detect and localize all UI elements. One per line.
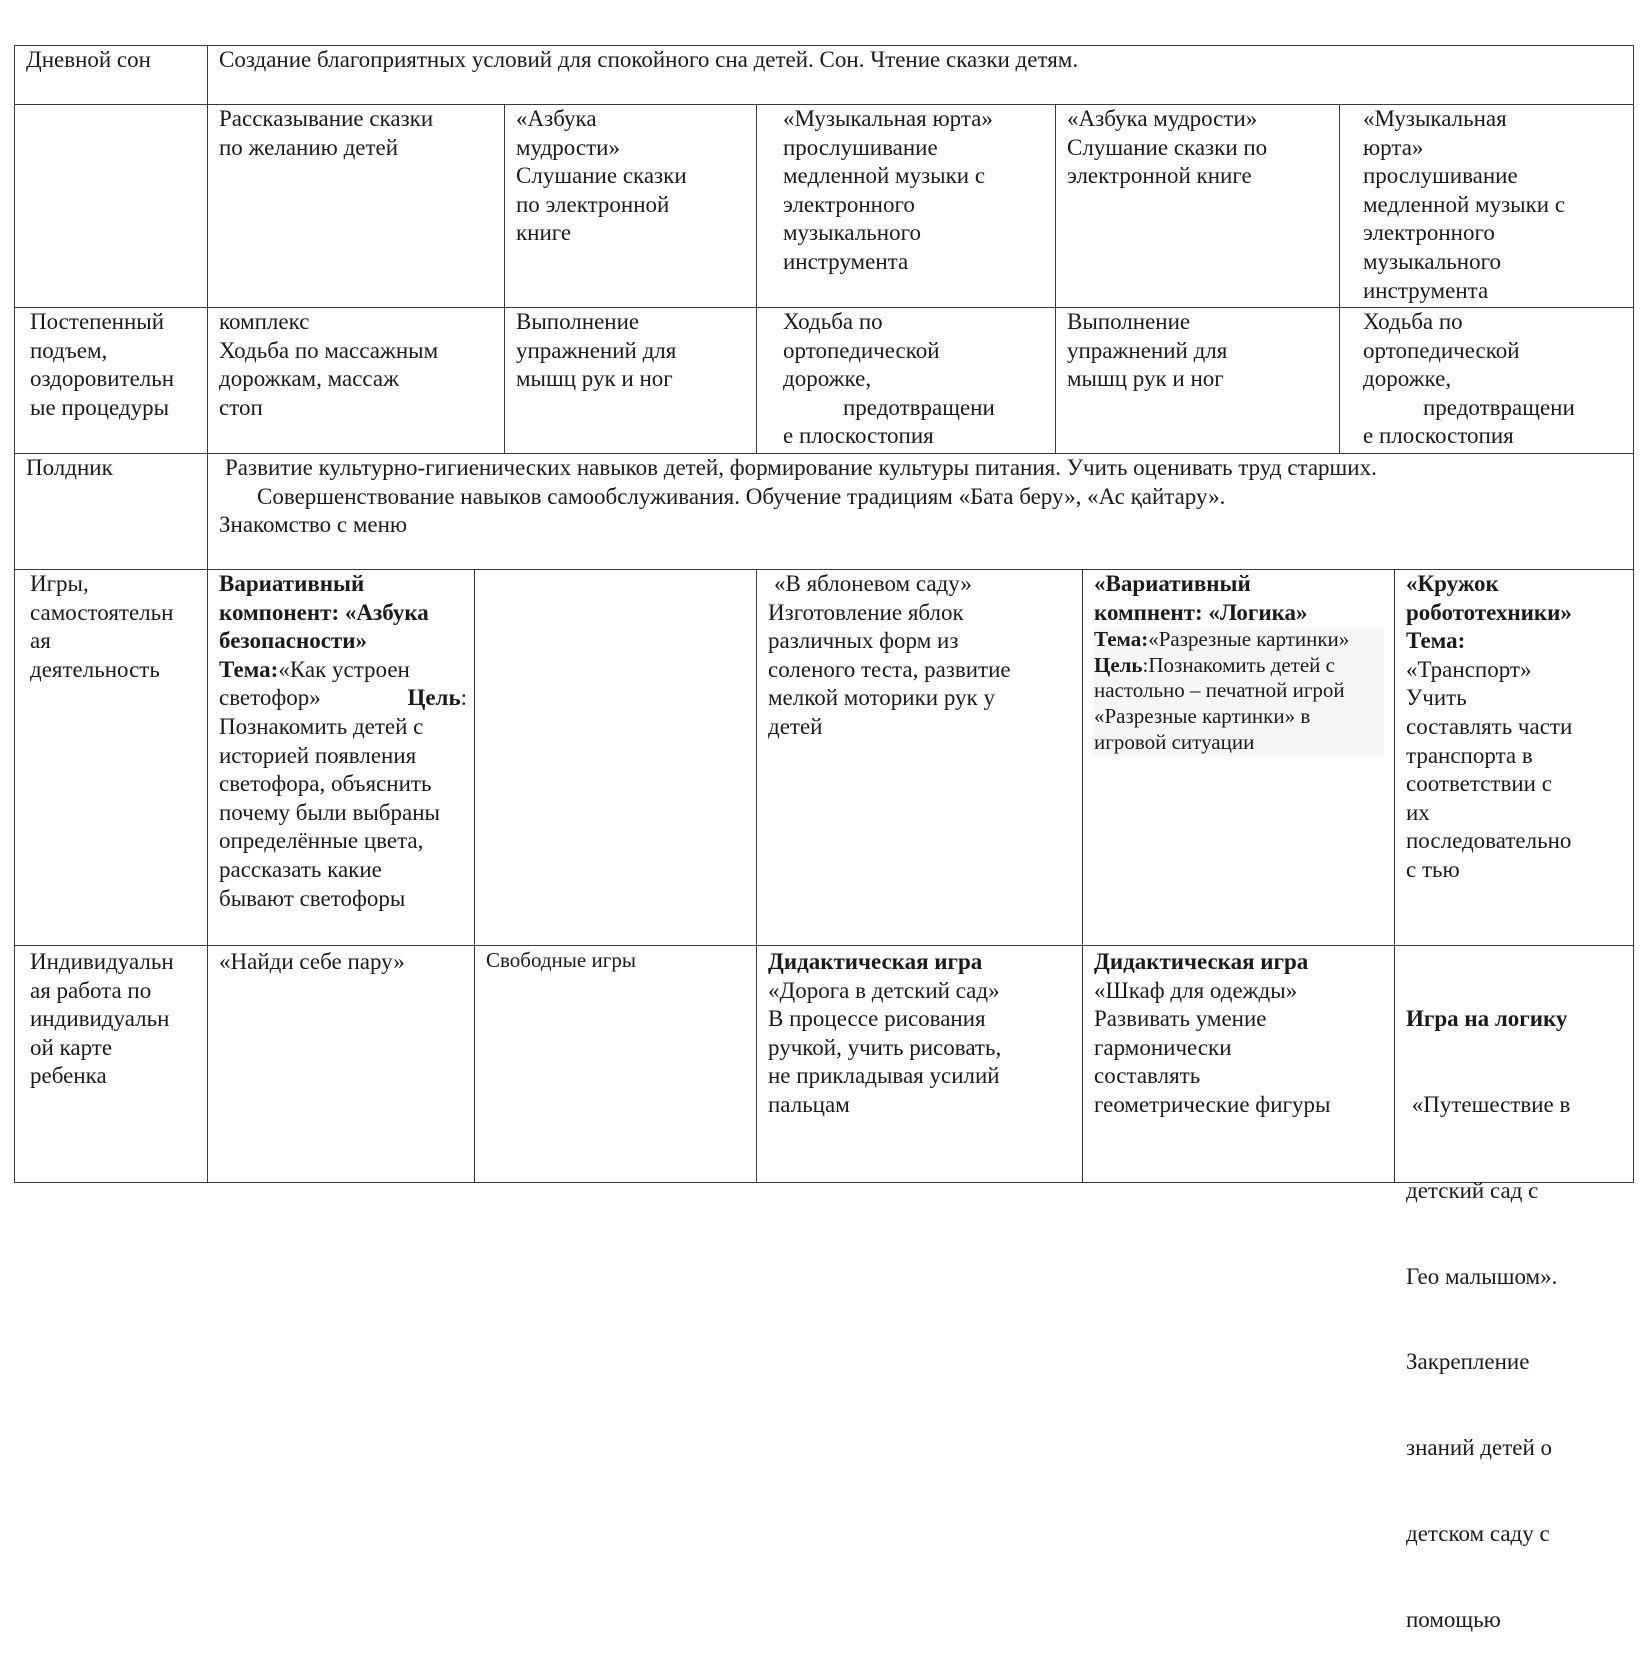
text-line: светофора, объяснить — [219, 771, 432, 797]
text-line: мышц рук и ног — [516, 366, 673, 392]
grid-line — [504, 104, 505, 454]
text-line: последовательно — [1406, 828, 1572, 854]
text-line — [1094, 627, 1384, 653]
text-line: деятельность — [30, 656, 160, 682]
igry-cell-4 — [1094, 570, 1384, 755]
text-line: ручкой, учить рисовать, — [768, 1034, 1002, 1060]
text-line: «Найди себе пару» — [219, 949, 405, 974]
text-line: инструмента — [1363, 277, 1489, 303]
text-line: Ходьба по — [1363, 309, 1463, 334]
text-line: «Путешествие в — [1406, 1091, 1571, 1117]
text-line: детском саду с — [1406, 1520, 1550, 1546]
text-line: настольно – печатной игрой — [1094, 678, 1345, 703]
text-line: помощью — [1406, 1606, 1501, 1632]
grid-line — [207, 45, 208, 1183]
text-line: «Азбука мудрости» — [1067, 106, 1258, 131]
skazka-cell-4 — [1067, 105, 1267, 191]
grid-line — [1633, 45, 1634, 1183]
highlighted-block — [1094, 627, 1384, 755]
poldnik-description — [219, 454, 1377, 540]
text-line: Гео малышом». — [1406, 1263, 1558, 1289]
text-line: Ходьба по — [783, 309, 883, 334]
text-line: мудрости» — [516, 134, 620, 160]
text-line: дорожкам, массаж — [219, 366, 400, 392]
skazka-cell-1 — [219, 105, 433, 162]
text-line: транспорта в — [1406, 742, 1533, 768]
text-line: составлять — [1094, 1063, 1201, 1089]
podem-cell-5 — [1363, 308, 1575, 451]
grid-line — [474, 569, 475, 1183]
text-line: е плоскостопия — [783, 423, 934, 449]
tema-text: «Как устроен — [278, 656, 410, 682]
text-line: ребенка — [30, 1063, 107, 1089]
text-line: компнент: «Логика» — [1094, 599, 1308, 625]
text-line: детский сад с — [1406, 1177, 1539, 1203]
igry-cell-5 — [1406, 570, 1572, 885]
text-line: соответствии с — [1406, 771, 1552, 797]
text-line: гармонически — [1094, 1034, 1232, 1060]
text-line: инструмента — [783, 248, 909, 274]
text-line: ортопедической — [783, 337, 940, 363]
text-line: Вариативный — [219, 571, 365, 596]
son-description: Создание благоприятных условий для спокойного сна детей. Сон. Чтение сказки детям. — [219, 47, 1079, 72]
text-line: Слушание сказки — [516, 163, 687, 189]
text-line: ой карте — [30, 1034, 113, 1060]
text-line: Изготовление яблок — [768, 599, 964, 625]
row-label-son: Дневной сон — [26, 47, 151, 72]
text-line: по желанию детей — [219, 134, 399, 160]
row-label-poldnik: Полдник — [26, 455, 113, 480]
skazka-cell-5 — [1363, 105, 1565, 305]
text-line: «Разрезные картинки» в — [1094, 703, 1311, 728]
text-line: В процессе рисования — [768, 1006, 986, 1032]
text-line: их — [1406, 799, 1430, 825]
row-label-podem — [30, 308, 174, 422]
text-line: юрта» — [1363, 134, 1424, 160]
text-line: прослушивание — [1363, 163, 1518, 189]
skazka-cell-2 — [516, 105, 687, 248]
text-line: бывают светофоры — [219, 885, 406, 911]
text-line — [219, 684, 467, 713]
text-line: Свободные игры — [486, 948, 636, 972]
grid-line — [1082, 569, 1083, 1183]
text-line: оздоровительн — [30, 366, 175, 392]
text-line: Совершенствование навыков самообслуживания. Обучение традициям «Бата беру», «Ас қайтару». — [257, 483, 1226, 509]
text-line: с тью — [1406, 856, 1460, 882]
skazka-cell-3 — [783, 105, 993, 277]
text-line: Ходьба по массажным — [219, 337, 439, 363]
individ-cell-4 — [1094, 948, 1330, 1120]
text-line: почему были выбраны — [219, 799, 440, 825]
text-line: музыкального — [783, 220, 921, 246]
text-line: электронной книге — [1067, 163, 1252, 189]
text-line: медленной музыки с — [783, 163, 986, 189]
text-line: комплекс — [219, 309, 310, 334]
tema-label: Тема: — [219, 656, 279, 682]
text-line: предотвращени — [843, 394, 995, 420]
text-line: Дидактическая игра — [1094, 949, 1309, 974]
text-line: Знакомство с меню — [219, 512, 408, 538]
text-line: Учить — [1406, 685, 1467, 711]
individ-cell-3 — [768, 948, 1001, 1120]
text-line: подъем, — [30, 337, 108, 363]
text-line — [219, 656, 467, 685]
text-line: геометрические фигуры — [1094, 1091, 1331, 1117]
text-line: «Азбука — [516, 106, 597, 131]
text-line: Познакомить детей с — [219, 713, 424, 739]
text-line: музыкального — [1363, 248, 1501, 274]
grid-line — [1339, 104, 1340, 454]
text-line: Постепенный — [30, 309, 165, 334]
text-line: книге — [516, 220, 572, 246]
podem-cell-4 — [1067, 308, 1227, 394]
text-line: дорожке, — [1363, 366, 1452, 392]
text-line: Дидактическая игра — [768, 949, 983, 974]
text-line: «В яблоневом саду» — [774, 571, 972, 596]
podem-cell-1 — [219, 308, 438, 422]
text-line: безопасности» — [219, 628, 367, 654]
grid-line — [756, 104, 757, 454]
text-line: «Музыкальная — [1363, 106, 1507, 131]
text-line: ые процедуры — [30, 394, 170, 420]
text-line: предотвращени — [1423, 394, 1575, 420]
individ-cell-1 — [219, 948, 405, 977]
text-line: мелкой моторики рук у — [768, 685, 995, 711]
text-line: самостоятельн — [30, 599, 174, 625]
text-line: Индивидуальн — [30, 949, 174, 974]
text-span: светофор» — [219, 685, 321, 711]
text-line: определённые цвета, — [219, 828, 424, 854]
igry-cell-3 — [768, 570, 1011, 742]
tema-text: «Разрезные картинки» — [1148, 627, 1350, 652]
podem-cell-3 — [783, 308, 995, 451]
text-line: детей — [768, 713, 823, 739]
text-line: упражнений для — [516, 337, 677, 363]
grid-line — [1055, 104, 1056, 454]
text-line: «Вариативный — [1094, 571, 1251, 596]
text-line: мышц рук и ног — [1067, 366, 1224, 392]
text-line: историей появления — [219, 742, 417, 768]
text-line: прослушивание — [783, 134, 938, 160]
tema-label: Тема: — [1094, 627, 1149, 652]
text-line: ая работа по — [30, 977, 152, 1003]
podem-cell-2 — [516, 308, 676, 394]
text-line: различных форм из — [768, 628, 959, 654]
text-line: рассказать какие — [219, 856, 382, 882]
text-line: упражнений для — [1067, 337, 1228, 363]
grid-line — [756, 569, 757, 1183]
text-line: ортопедической — [1363, 337, 1520, 363]
grid-line — [14, 1182, 1634, 1183]
cel-text: :Познакомить детей с — [1142, 652, 1335, 677]
text-line: стоп — [219, 394, 263, 420]
text-line: Развитие культурно-гигиенических навыков детей, формирование культуры питания. Учить оценивать труд старших. — [225, 455, 1377, 480]
text-line — [1094, 653, 1384, 679]
row-label-individ — [30, 948, 174, 1091]
text-line: «Музыкальная юрта» — [783, 106, 993, 131]
text-line: Слушание сказки по — [1067, 134, 1268, 160]
text-line: пальцам — [768, 1091, 850, 1117]
text-line: Игры, — [30, 571, 89, 596]
cel-label: Цель — [1094, 652, 1143, 677]
text-span: : — [460, 685, 467, 711]
igry-cell-1 — [219, 570, 467, 913]
individ-cell-5 — [1406, 948, 1570, 1663]
grid-line — [1394, 569, 1395, 1183]
text-line: Выполнение — [516, 309, 640, 334]
cel-label: Цель — [407, 685, 461, 711]
text-line: медленной музыки с — [1363, 191, 1566, 217]
text-line: «Транспорт» — [1406, 656, 1532, 682]
text-line: не прикладывая усилий — [768, 1063, 1000, 1089]
text-line: е плоскостопия — [1363, 423, 1514, 449]
text-line: компонент: «Азбука — [219, 599, 429, 625]
text-line: знаний детей о — [1406, 1435, 1553, 1461]
text-line: Рассказывание сказки — [219, 106, 434, 131]
text-line: робототехники» — [1406, 599, 1572, 625]
text-line: «Кружок — [1406, 571, 1499, 596]
grid-line — [14, 945, 1634, 946]
text-line: по электронной — [516, 191, 670, 217]
text-line: индивидуальн — [30, 1006, 170, 1032]
text-line: электронного — [1363, 220, 1495, 246]
row-label-igry — [30, 570, 173, 684]
text-line: «Дорога в детский сад» — [768, 977, 1000, 1003]
grid-line — [14, 45, 15, 1183]
text-line: электронного — [783, 191, 915, 217]
text-line: ая — [30, 628, 51, 654]
text-line: составлять части — [1406, 713, 1573, 739]
text-line: Закрепление — [1406, 1349, 1530, 1375]
text-line: «Шкаф для одежды» — [1094, 977, 1298, 1003]
text-line: Развивать умение — [1094, 1006, 1267, 1032]
text-line: Тема: — [1406, 628, 1466, 654]
text-line: соленого теста, развитие — [768, 656, 1011, 682]
text-line: дорожке, — [783, 366, 872, 392]
text-line: Выполнение — [1067, 309, 1191, 334]
text-line: Игра на логику — [1406, 1006, 1568, 1032]
text-line: игровой ситуации — [1094, 729, 1255, 754]
individ-cell-2 — [486, 948, 636, 974]
